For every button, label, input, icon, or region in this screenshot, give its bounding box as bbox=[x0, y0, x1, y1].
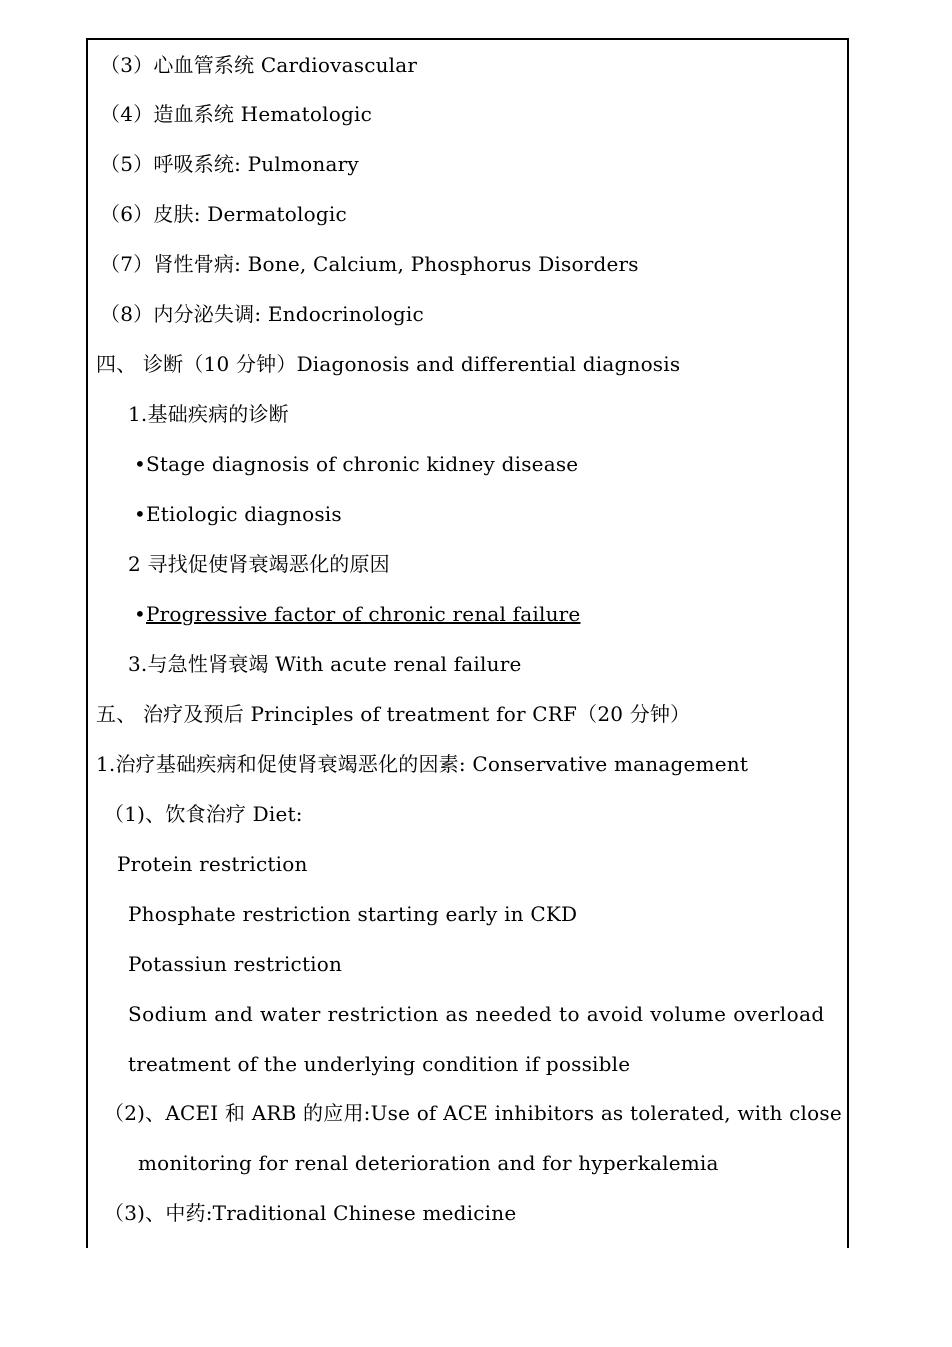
item-dermatologic: （6）皮肤: Dermatologic bbox=[100, 202, 347, 226]
treatment-acei-arb: （2)、ACEI 和 ARB 的应用:Use of ACE inhibitors as tolerated, with close bbox=[104, 1101, 842, 1125]
treatment-item-1: 1.治疗基础疾病和促使肾衰竭恶化的因素: Conservative management bbox=[96, 752, 749, 776]
diagnosis-item-2: 2 寻找促使肾衰竭恶化的原因 bbox=[128, 552, 390, 576]
item-endocrinologic: （8）内分泌失调: Endocrinologic bbox=[100, 302, 424, 326]
diet-protein: Protein restriction bbox=[117, 852, 308, 876]
section-treatment-heading: 五、 治疗及预后 Principles of treatment for CRF（20 分钟） bbox=[96, 702, 691, 726]
item-pulmonary: （5）呼吸系统: Pulmonary bbox=[100, 152, 359, 176]
diet-underlying-condition: treatment of the underlying condition if possible bbox=[128, 1052, 631, 1076]
section-diagnosis-heading: 四、 诊断（10 分钟）Diagonosis and differential diagnosis bbox=[96, 352, 681, 376]
diagnosis-item-1: 1.基础疾病的诊断 bbox=[128, 402, 289, 426]
diagnosis-bullet-progressive bbox=[134, 601, 580, 627]
diet-potassium: Potassiun restriction bbox=[128, 952, 343, 976]
treatment-acei-arb-continued: monitoring for renal deterioration and for hyperkalemia bbox=[138, 1151, 719, 1175]
diet-phosphate: Phosphate restriction starting early in CKD bbox=[128, 902, 578, 926]
item-hematologic: （4）造血系统 Hematologic bbox=[100, 102, 372, 126]
treatment-diet-heading: （1)、饮食治疗 Diet: bbox=[104, 802, 303, 826]
diagnosis-bullet-etiologic: •Etiologic diagnosis bbox=[134, 502, 342, 526]
diagnosis-item-3: 3.与急性肾衰竭 With acute renal failure bbox=[128, 652, 522, 676]
treatment-chinese-medicine: （3)、中药:Traditional Chinese medicine bbox=[104, 1201, 517, 1225]
item-cardiovascular: （3）心血管系统 Cardiovascular bbox=[100, 53, 418, 77]
diagnosis-bullet-stage: •Stage diagnosis of chronic kidney disease bbox=[134, 452, 579, 476]
bullet-marker: • bbox=[134, 602, 146, 626]
diet-sodium-water: Sodium and water restriction as needed to avoid volume overload bbox=[128, 1002, 825, 1026]
progressive-factor-text: Progressive factor of chronic renal failure bbox=[146, 602, 581, 626]
item-bone-disorders: （7）肾性骨病: Bone, Calcium, Phosphorus Disorders bbox=[100, 252, 639, 276]
